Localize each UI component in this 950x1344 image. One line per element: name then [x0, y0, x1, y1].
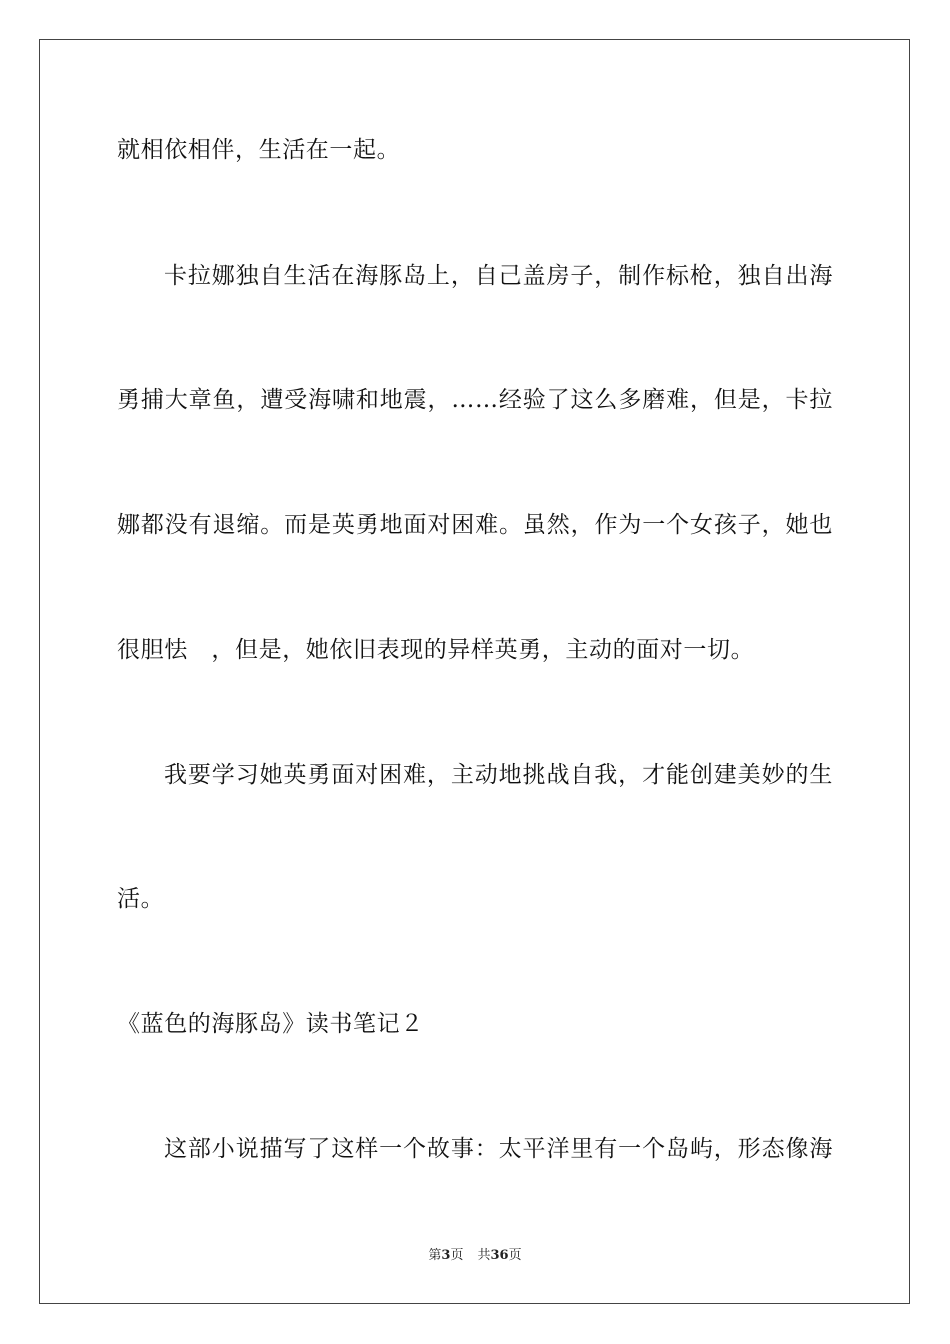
page-border — [39, 39, 910, 1304]
paragraph-line: 卡拉娜独自生活在海豚岛上，自己盖房子，制作标枪，独自出海 — [164, 263, 833, 289]
section-heading: 《蓝色的海豚岛》读书笔记２ — [117, 1011, 424, 1037]
page-suffix: 页 — [450, 1248, 464, 1263]
paragraph-line: 就相依相伴，生活在一起。 — [117, 137, 401, 163]
page-footer — [0, 1247, 950, 1265]
paragraph-line: 这部小说描写了这样一个故事：太平洋里有一个岛屿，形态像海 — [164, 1136, 833, 1162]
paragraph-line: 活。 — [117, 886, 165, 912]
paragraph-line: 我要学习她英勇面对困难，主动地挑战自我，才能创建美妙的生 — [164, 762, 833, 788]
total-pages: 36 — [490, 1248, 509, 1263]
paragraph-line: 勇捕大章鱼，遭受海啸和地震，……经验了这么多磨难，但是，卡拉 — [117, 387, 833, 413]
page-prefix: 第 — [428, 1248, 442, 1263]
paragraph-line: 娜都没有退缩。而是英勇地面对困难。虽然，作为一个女孩子，她也 — [117, 512, 833, 538]
total-prefix: 共 — [477, 1248, 491, 1263]
page-number: 3 — [441, 1248, 451, 1263]
total-suffix: 页 — [508, 1248, 522, 1263]
paragraph-line: 很胆怯 ，但是，她依旧表现的异样英勇，主动的面对一切。 — [117, 637, 755, 663]
